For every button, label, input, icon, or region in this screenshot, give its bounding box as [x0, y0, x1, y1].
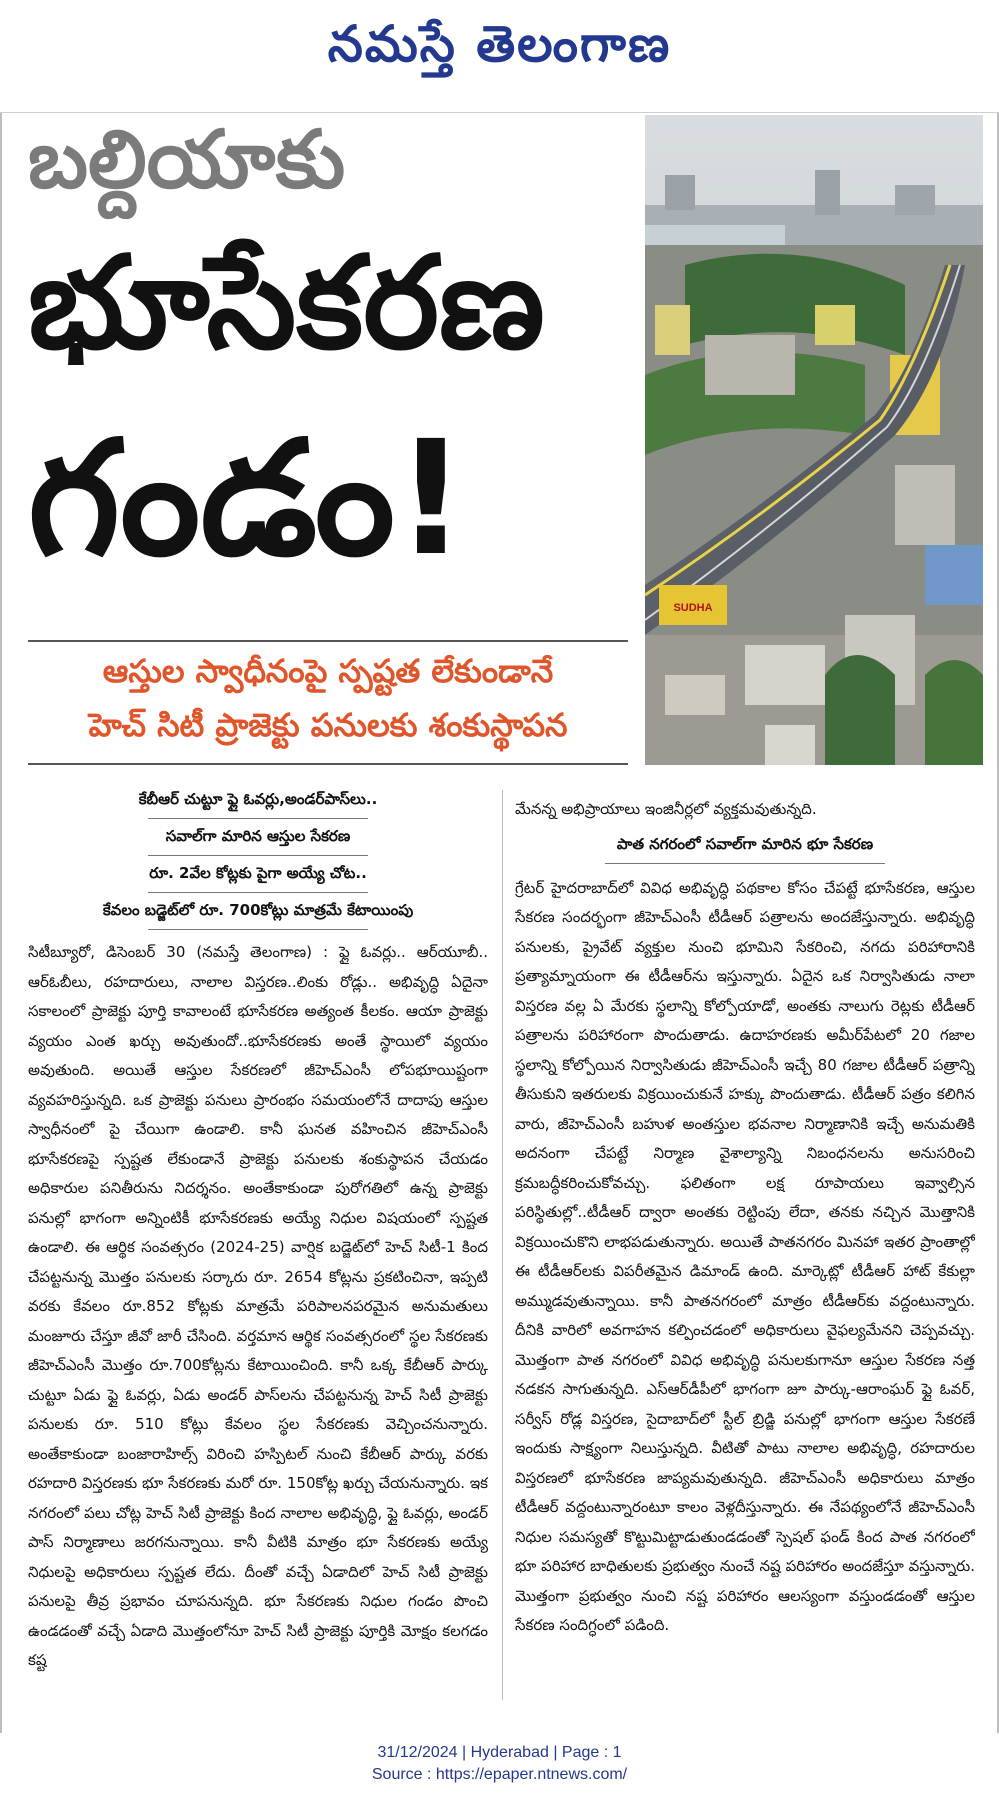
- footer-source-link[interactable]: Source : https://epaper.ntnews.com/: [371, 1766, 628, 1783]
- highlight-2: [28, 827, 488, 856]
- highlight-2-text: సవాల్‌గా మారిన ఆస్తుల సేకరణ: [165, 827, 351, 845]
- highlight-3: [28, 864, 488, 893]
- highlight-1: [28, 790, 488, 819]
- right-top-text: మేనన్న అభిప్రాయాలు ఇంజినీర్లలో వ్యక్తమవుతున్నది.: [515, 800, 817, 818]
- flyover-photo: [645, 115, 983, 765]
- highlight-2-rule: [148, 855, 368, 856]
- right-body-text: గ్రేటర్ హైదరాబాద్‌లో వివిధ అభివృద్ధి పథకాల కోసం చేపట్టే భూసేకరణ, ఆస్తుల సేకరణ సందర్భంగా జీహెచ్‌ఎంసీ టీడీఆర్ పత్రాలను అందజేస్తున్నారు. అభివృద్ధి పనులకు, ప్రైవేట్ వ్యక్తుల నుంచి భూమిని సేకరించి, నగదు పరిహారానికి ప్రత్యామ్నాయంగా ఈ టీడీఆర్‌ను ఇస్తున్నారు. ఏదైన ఒక నిర్వాసితుడు నాలా విస్తరణ వల్ల ఏ మేరకు స్థలాన్ని కోల్పోయాడో, అంతకు నాలుగు రెట్లకు టీడీఆర్ పత్రాలను పరిహారంగా పొందుతాడు. ఉదాహరణకు అమీర్‌పేటలో 20 గజాల స్థలాన్ని కోల్పోయిన నిర్వాసితుడు జీహెచ్‌ఎంసీ ఇచ్చే 80 గజాల టీడీఆర్ పత్రాన్ని తీసుకుని ఇతరులకు విక్రయించుకునే హక్కు పొందుతాడు. టీడీఆర్ పత్రం కలిగిన వారు, జీహెచ్‌ఎంసీ బహుళ అంతస్తుల భవనాల నిర్మాణానికి ఇచ్చే అనుమతికి అదనంగా చేపట్టే నిర్మాణ వైశాల్యాన్ని నిబంధనలను అనుసరించి క్రమబద్ధీకరించుకోవచ్చు. ఫలితంగా లక్ష రూపాయలు ఇవ్వాల్సిన పరిస్థితుల్లో..టీడీఆర్ ద్వారా అంతకు రెట్టింపు లేదా, తనకు నచ్చిన మొత్తానికి విక్రయించుకొని లాభపడుతున్నారు. అయితే పాతనగరం మినహా ఇతర ప్రాంతాల్లో ఈ టీడీఆర్‌లకు విపరీతమైన డిమాండ్ ఉంది. మార్కెట్లో టీడీఆర్ హాట్ కేకుల్లా అమ్ముడవుతున్నాయి. కానీ పాతనగరంలో మాత్రం టీడీఆర్‌కు వద్దంటున్నారు. దీనికి వారిలో అవగాహన కల్పించడంలో అధికారులు వైఫల్యమేనని చెప్పవచ్చు. మొత్తంగా పాత నగరంలో వివిధ అభివృద్ధి పనులకుగానూ ఆస్తుల సేకరణ నత్త నడకన సాగుతున్నది. ఎస్‌ఆర్‌డీపీలో భాగంగా జూ పార్కు-ఆరాంఘర్ ఫ్లై ఓవర్, సర్వీస్ రోడ్ల విస్తరణ, సైదాబాద్‌లో స్టీల్ బ్రిడ్జి పనుల్లో భాగంగా ఆస్తుల సేకరణే ఇందుకు సాక్ష్యంగా నిలుస్తున్నది. వీటితో పాటు నాలాల అభివృద్ధి, రహదారుల విస్తరణలో భూసేకరణ జాప్యమవుతున్నది. జీహెచ్‌ఎంసీ అధికారులు మాత్రం టీడీఆర్ వద్దంటున్నారంటూ కాలం వెళ్లదీస్తున్నారు. ఈ నేపథ్యంలోనే జీహెచ్‌ఎంసీ నిధుల సమస్యతో కొట్టుమిట్టాడుతుండడంతో స్పెషల్ ఫండ్ కింద పాత నగరంలో భూ పరిహార బాధితులకు ప్రభుత్వం నుంచే నష్ట పరిహారం అందజేస్తూ వస్తున్నారు. మొత్తంగా ప్రభుత్వం నుంచి నష్ట పరిహారం ఆలస్యంగా వస్తుండడంతో ఆస్తుల సేకరణ సందిగ్ధంలో పడింది.: [515, 878, 975, 1634]
- subheadline: [28, 640, 628, 765]
- frame-left-border: [0, 113, 2, 1733]
- left-body-wrap: [28, 938, 488, 1678]
- masthead-logo: నమస్తే తెలంగాణ: [327, 14, 672, 73]
- highlight-4-text: కేవలం బడ్జెట్‌లో రూ. 700కోట్లు మాత్రమే కేటాయింపు: [102, 901, 414, 919]
- subhead-line-2: హెచ్ సిటీ ప్రాజెక్టు పనులకు శంకుస్థాపన: [88, 706, 568, 744]
- right-column: [515, 795, 975, 1704]
- highlight-1-rule: [148, 818, 368, 819]
- masthead: [0, 0, 999, 92]
- right-subheading-rule: [605, 863, 885, 864]
- billboard-text: SUDHA: [673, 602, 713, 614]
- highlight-4-rule: [148, 929, 368, 930]
- headline: [28, 113, 628, 630]
- headline-line-3: గండం!: [28, 407, 467, 591]
- subhead-bottom-rule: [28, 763, 628, 765]
- subhead-top-rule: [28, 640, 628, 642]
- footer-edition: 31/12/2024 | Hyderabad | Page : 1: [377, 1744, 622, 1761]
- right-body-wrap: [515, 874, 975, 1704]
- left-column: [28, 790, 488, 1678]
- right-subheading-text: పాత నగరంలో సవాల్‌గా మారిన భూ సేకరణ: [616, 834, 874, 853]
- footer: [0, 1742, 999, 1786]
- left-body-text: సిటీబ్యూరో, డిసెంబర్ 30 (నమస్తే తెలంగాణ) : ఫ్లై ఓవర్లు.. ఆర్‌యూబీ.. ఆర్‌ఓబీలు, రహదారులు, నాలాల విస్తరణ..లింకు రోడ్లు.. అభివృద్ధి ఏదైనా సకాలంలో ప్రాజెక్టు పూర్తి కావాలంటే భూసేకరణ అత్యంత కీలకం. ఆయా ప్రాజెక్టు వ్యయం ఎంత ఖర్చు అవుతుందో..భూసేకరణకు అంతే స్థాయిలో వ్యయం అవుతుంది. అయితే ఆస్తుల సేకరణలో జీహెచ్‌ఎంసీ లోపభూయిష్టంగా వ్యవహరిస్తున్నది. ఒక ప్రాజెక్టు పనులు ప్రారంభం సమయంలోనే దాదాపు ఆస్తుల స్వాధీనంలో పై చేయిగా ఉండాలి. కానీ ఘనత వహించిన జీహెచ్‌ఎంసీ భూసేకరణపై స్పష్టత లేకుండానే ప్రాజెక్టు పనులకు శంకుస్థాపన చేయడం అధికారుల పనితీరును నిదర్శనం. అంతేకాకుండా పురోగతిలో ఉన్న ప్రాజెక్టు పనుల్లో భాగంగా అన్నింటికీ భూసేకరణకు అయ్యే నిధుల విషయంలో స్పష్టత ఉండాలి. ఈ ఆర్థిక సంవత్సరం (2024-25) వార్షిక బడ్జెట్‌లో హెచ్ సిటీ-1 కింద చేపట్టనున్న మొత్తం పనులకు సర్కారు రూ. 2654 కోట్లను ప్రకటించినా, ఇప్పటి వరకు కేవలం రూ.852 కోట్లకు మాత్రమే పరిపాలనపరమైన అనుమతులు మంజూరు చేస్తూ జీవో జారీ చేసింది. వర్తమాన ఆర్థిక సంవత్సరంలో స్థల సేకరణకు జీహెచ్‌ఎంసీ మొత్తం రూ.700కోట్లను కేటాయించింది. కానీ ఒక్క కేబీఆర్ పార్కు చుట్టూ ఏడు ఫ్లై ఓవర్లు, ఏడు అండర్ పాస్‌లను చేపట్టనున్న హెచ్ సిటీ ప్రాజెక్టు పనులకు రూ. 510 కోట్లు కేవలం స్థల సేకరణకు వెచ్చించనున్నారు. అంతేకాకుండా బంజారాహిల్స్ విరించి హస్పిటల్ నుంచి కేబీఆర్ పార్కు వరకు రహదారి విస్తరణకు భూ సేకరణకు మరో రూ. 150కోట్ల ఖర్చు చేయనున్నారు. ఇక నగరంలో పలు చోట్ల హెచ్ సిటీ ప్రాజెక్టు కింద నాలాల అభివృద్ధి, ఫ్లై ఓవర్లు, అండర్ పాస్ నిర్మాణాలు జరగనున్నాయి. కానీ వీటికి మాత్రం భూ సేకరణకు అయ్యే నిధులపై అధికారులు స్పష్టత లేదు. దీంతో వచ్చే ఏడాదిలో హెచ్ సిటీ ప్రాజెక్టు పనులపై తీవ్ర ప్రభావం చూపనున్నది. భూ సేకరణకు నిధుల గండం పొంచి ఉండడంతో వచ్చే ఏడాది మొత్తంలోనూ హెచ్ సిటీ ప్రాజెక్టు పూర్తికి మోక్షం కలగడం కష్ట: [28, 943, 488, 1669]
- subhead-line-1: ఆస్తుల స్వాధీనంపై స్పష్టత లేకుండానే: [102, 652, 554, 690]
- right-subheading: [515, 835, 975, 864]
- column-divider: [502, 790, 503, 1700]
- headline-line-2: భూసేకరణ: [28, 229, 545, 378]
- highlight-4: [28, 901, 488, 930]
- headline-line-1: బల్దియాకు: [28, 113, 346, 206]
- highlight-3-text: రూ. 2వేల కోట్లకు పైగా అయ్యే చోట..: [149, 864, 367, 882]
- highlight-3-rule: [148, 892, 368, 893]
- highlight-1-text: కేబీఆర్ చుట్టూ ఫ్లై ఓవర్లు,అండర్‌పాస్‌లు..: [138, 790, 378, 808]
